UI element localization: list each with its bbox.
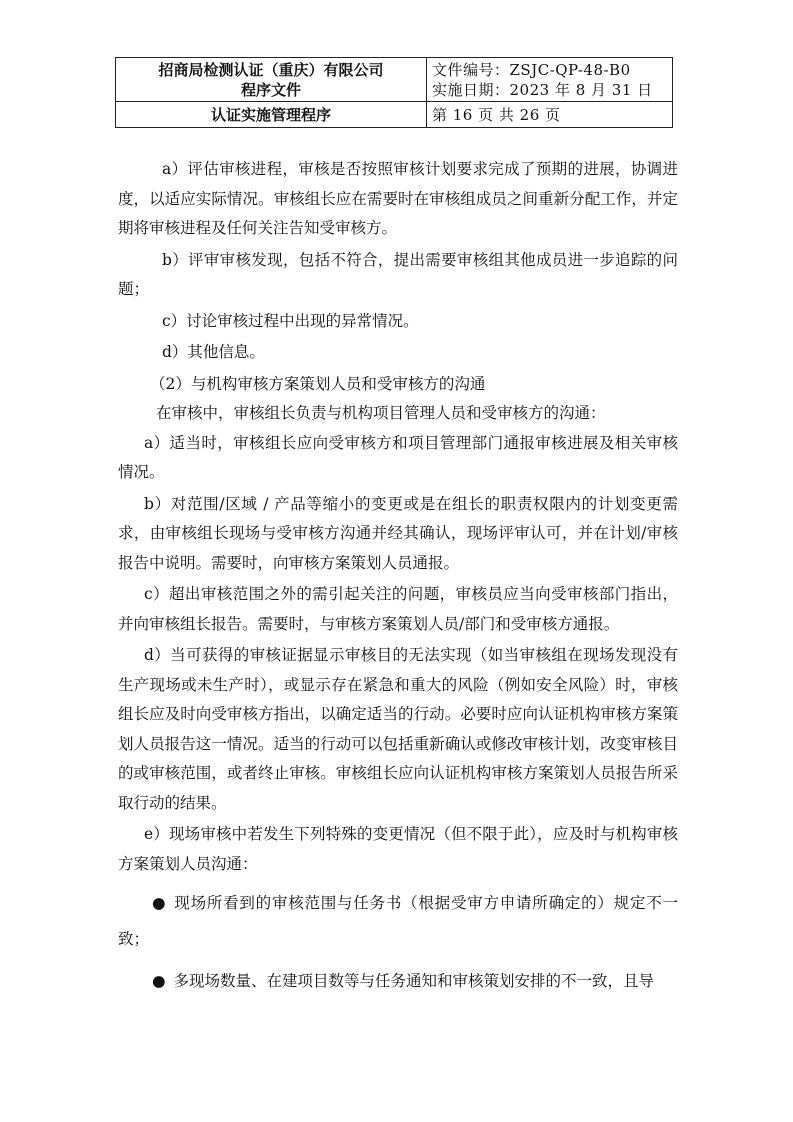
company-name: 招商局检测认证（重庆）有限公司 bbox=[158, 60, 384, 79]
section-heading-communication: （2）与机构审核方案策划人员和受审核方的沟通 bbox=[150, 374, 486, 393]
paragraph-e-special-changes: e）现场审核中若发生下列特殊的变更情况（但不限于此），应及时与机构审核方案策划人员沟通： bbox=[118, 825, 678, 873]
paragraph-d-other-info: d）其他信息。 bbox=[162, 343, 265, 361]
bullet-item-scope-mismatch bbox=[118, 885, 678, 957]
paragraph-b-review-findings: b）评审审核发现，包括不符合，提出需要审核组其他成员进一步追踪的问题； bbox=[118, 250, 678, 298]
bullet-item-site-count-mismatch bbox=[118, 963, 678, 999]
paragraph-c-out-of-scope: c）超出审核范围之外的需引起关注的问题，审核员应当向受审核部门指出，并向审核组长报告。需要时，与审核方案策划人员/部门和受审核方通报。 bbox=[118, 585, 678, 633]
paragraph-communication-intro: 在审核中，审核组长负责与机构项目管理人员和受审核方的沟通： bbox=[156, 404, 606, 422]
paragraph-a-report-progress: a）适当时，审核组长应向受审核方和项目管理部门通报审核进展及相关审核情况。 bbox=[118, 433, 678, 481]
paragraph-c-discuss-anomalies: c）讨论审核过程中出现的异常情况。 bbox=[162, 311, 419, 330]
paragraph-a-assess-progress: a）评估审核进程，审核是否按照审核计划要求完成了预期的进展，协调进度，以适应实际情况。审核组长应在需要时在审核组成员之间重新分配工作，并定期将审核进程及任何关注告知受审核方。 bbox=[118, 160, 678, 237]
document-header-table bbox=[115, 57, 673, 128]
doc-meta-cell bbox=[427, 58, 673, 102]
paragraph-d-objectives-unachievable: d）当可获得的审核证据显示审核目的无法实现（如当审核组在现场发现没有生产现场或未生产时），或显示存在紧急和重大的风险（例如安全风险）时，审核组长应及时向受审核方指出，以确定适当的行动。必要时应向认证机构审核方案策划人员报告这一情况。适当的行动可以包括重新确认或修改审核计划，改变审核目的或审核范围，或者终止审核。审核组长应向认证机构审核方案策划人员报告所采取行动的结果。 bbox=[118, 646, 678, 812]
company-cell bbox=[116, 58, 427, 102]
paragraph-b-scope-change: b）对范围/区域 / 产品等缩小的变更或是在组长的职责权限内的计划变更需求，由审核组长现场与受审核方沟通并经其确认，现场评审认可，并在计划/审核报告中说明。需要时，向审核方案策划人员通报。 bbox=[118, 494, 678, 572]
header-row-title bbox=[116, 102, 673, 128]
procedure-title: 认证实施管理程序 bbox=[116, 102, 427, 128]
effective-date: 实施日期：2023 年 8 月 31 日 bbox=[432, 80, 653, 99]
document-type: 程序文件 bbox=[240, 80, 301, 99]
bullet-text: 现场所看到的审核范围与任务书（根据受审方申请所确定的）规定不一致； bbox=[118, 894, 678, 948]
bullet-icon: ● bbox=[152, 894, 166, 912]
document-number: 文件编号：ZSJC-QP-48-B0 bbox=[432, 60, 631, 79]
document-body bbox=[118, 155, 678, 999]
page-info: 第 16 页 共 26 页 bbox=[427, 102, 673, 128]
bullet-text: 多现场数量、在建项目数等与任务通知和审核策划安排的不一致，且导 bbox=[173, 972, 655, 990]
header-row-company bbox=[116, 58, 673, 102]
bullet-icon: ● bbox=[152, 972, 166, 990]
